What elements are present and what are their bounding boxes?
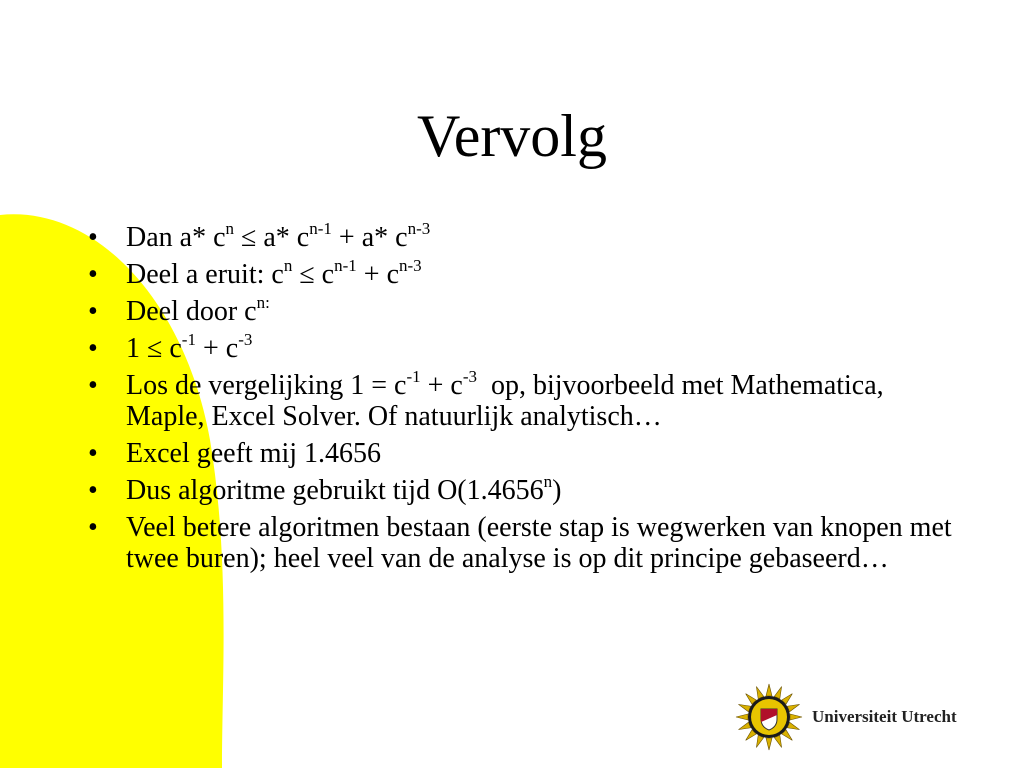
bullet-item: • Los de vergelijking $1 = c^{-1} + c^{-3}$ op, bijvoorbeeld met Mathematica, Maple, Excel Solver. Of natuurlijk analytisch… <box>88 366 891 432</box>
bullet-item: • Deel a eruit: $c^n \le c^{n-1} + c^{n-3}$ <box>88 255 422 290</box>
bullet-dot: • <box>88 259 98 290</box>
bullet-dot: • <box>88 296 98 327</box>
slide-title: Vervolg <box>417 103 607 169</box>
bullet-dot: • <box>88 370 98 401</box>
bullet-item: • Dus algoritme gebruikt tijd O(1.4656$^n$) <box>88 471 562 506</box>
utrecht-sun-seal-icon <box>734 682 804 752</box>
bullet-item: • Deel door $c^{n:}$ <box>88 292 270 327</box>
bullet-list <box>88 218 968 580</box>
bullet-item: • $1 \le c^{-1} + c^{-3}$ <box>88 329 253 364</box>
bullet-item: • Excel geeft mij 1.4656 <box>88 438 382 469</box>
bullet-item: • Veel betere algoritmen bestaan (eerste stap is wegwerken van knopen met twee buren); heel veel van de analyse is op dit principe gebaseerd… <box>88 512 952 574</box>
university-logo-text: Universiteit Utrecht <box>812 707 957 726</box>
bullet-item: • Dan a* $c^n \le a*$ $c^{n-1} + a*$ $c^{n-3}$ <box>88 218 431 253</box>
bullet-dot: • <box>88 438 98 469</box>
bullet-dot: • <box>88 512 98 543</box>
bullet-dot: • <box>88 333 98 364</box>
bullet-dot: • <box>88 222 98 253</box>
bullet-dot: • <box>88 475 98 506</box>
